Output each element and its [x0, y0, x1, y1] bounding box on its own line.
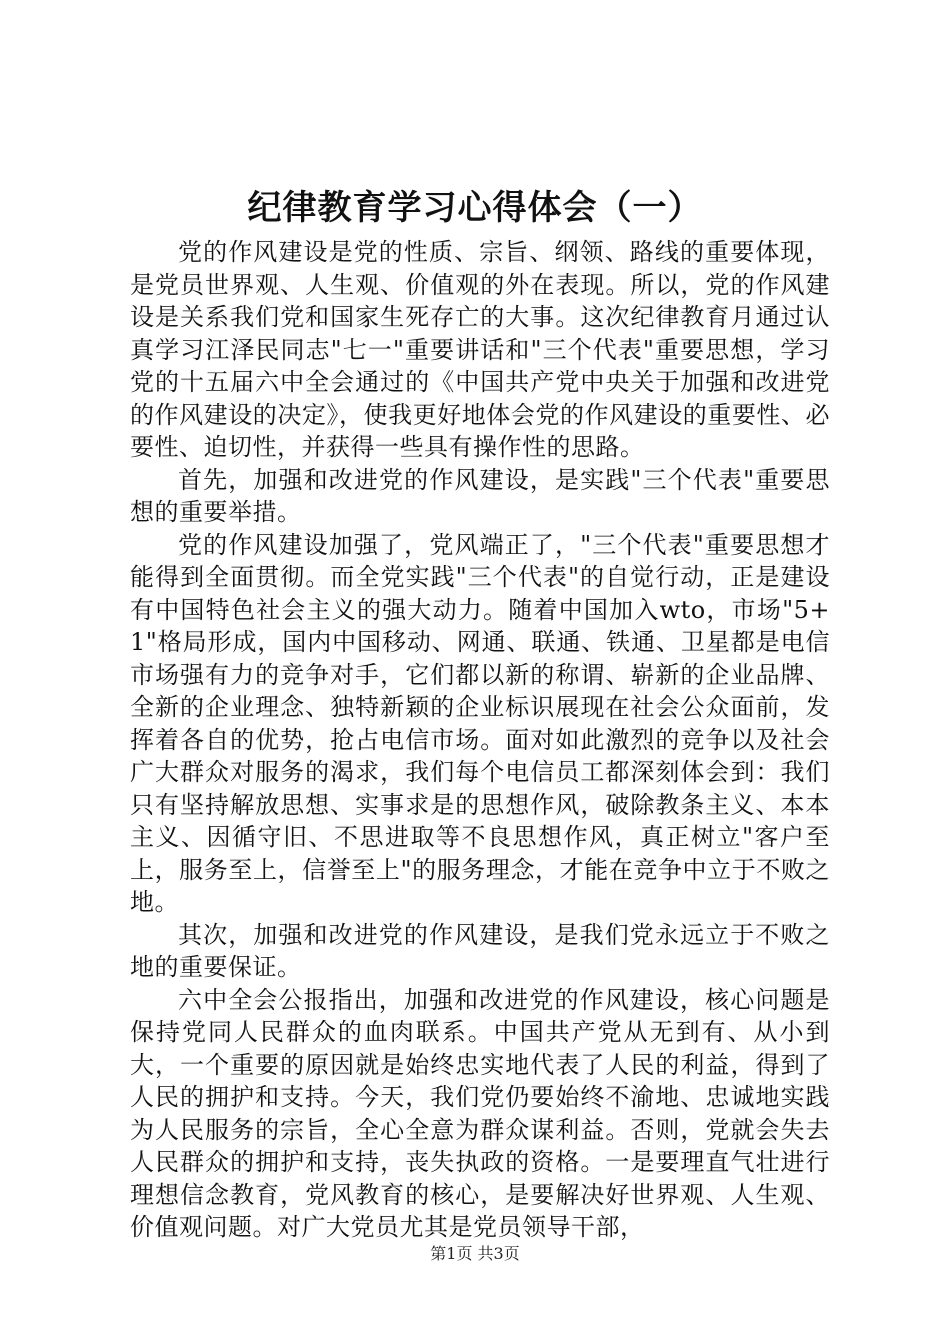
paragraph-5: 六中全会公报指出，加强和改进党的作风建设，核心问题是保持党同人民群众的血肉联系。中国共产党从无到有、从小到大，一个重要的原因就是始终忠实地代表了人民的利益，得到了人民的拥护和支持。今天，我们党仍要始终不渝地、忠诚地实践为人民服务的宗旨，全心全意为群众谋利益。否则，党就会失去人民群众的拥护和支持，丧失执政的资格。一是要理直气壮进行理想信念教育，党风教育的核心，是要解决好世界观、人生观、价值观问题。对广大党员尤其是党员领导干部， — [130, 985, 830, 1241]
document-body — [130, 236, 830, 1244]
paragraph-1: 党的作风建设是党的性质、宗旨、纲领、路线的重要体现，是党员世界观、人生观、价值观的外在表现。所以，党的作风建设是关系我们党和国家生死存亡的大事。这次纪律教育月通过认真学习江泽民同志"七一"重要讲话和"三个代表"重要思想，学习党的十五届六中全会通过的《中国共产党中央关于加强和改进党的作风建设的决定》，使我更好地体会党的作风建设的重要性、必要性、迫切性，并获得一些具有操作性的思路。 — [130, 238, 830, 461]
paragraph-2: 首先，加强和改进党的作风建设，是实践"三个代表"重要思想的重要举措。 — [130, 465, 830, 526]
paragraph-3: 党的作风建设加强了，党风端正了，"三个代表"重要思想才能得到全面贯彻。而全党实践"三个代表"的自觉行动，正是建设有中国特色社会主义的强大动力。随着中国加入wto，市场"5+1"格局形成，国内中国移动、网通、联通、铁通、卫星都是电信市场强有力的竞争对手，它们都以新的称谓、崭新的企业品牌、全新的企业理念、独特新颖的企业标识展现在社会公众面前，发挥着各自的优势，抢占电信市场。面对如此激烈的竞争以及社会广大群众对服务的渴求，我们每个电信员工都深刻体会到：我们只有坚持解放思想、实事求是的思想作风，破除教条主义、本本主义、因循守旧、不思进取等不良思想作风，真正树立"客户至上，服务至上，信誉至上"的服务理念，才能在竞争中立于不败之地。 — [130, 530, 830, 916]
document-title: 纪律教育学习心得体会（一） — [247, 188, 703, 228]
page-footer: 第1页 共3页 — [430, 1244, 520, 1263]
paragraph-4: 其次，加强和改进党的作风建设，是我们党永远立于不败之地的重要保证。 — [130, 920, 830, 981]
